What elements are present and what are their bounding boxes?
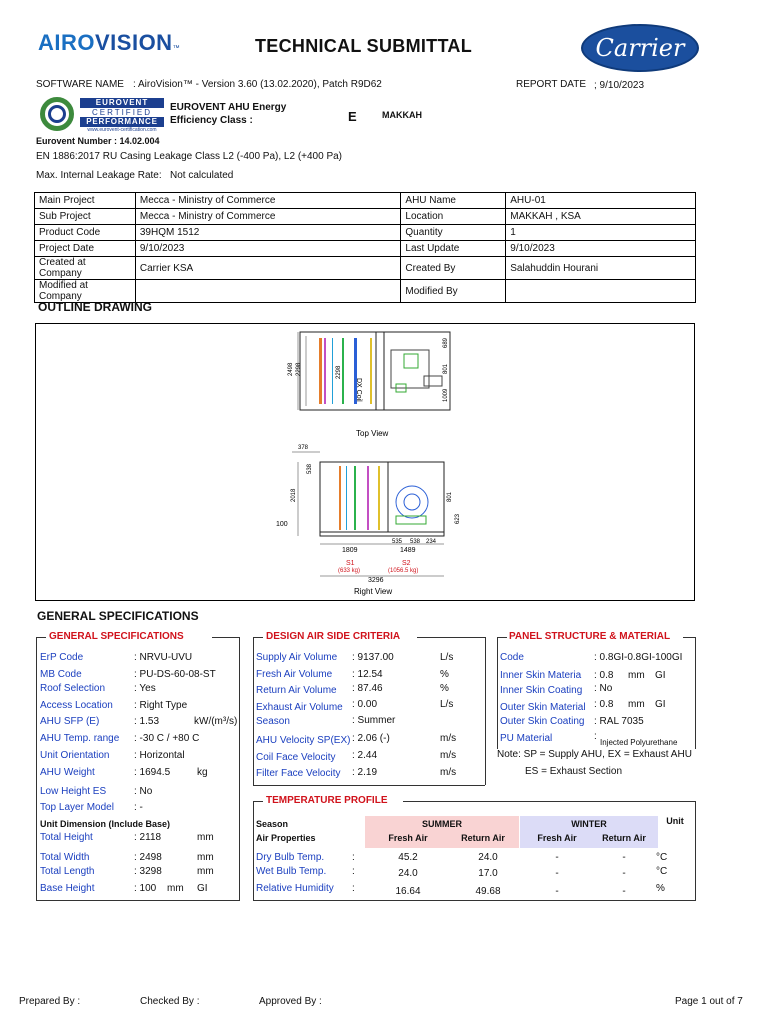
unit-header: Unit <box>666 816 684 826</box>
energy-class-label: EUROVENT AHU Energy <box>170 102 287 113</box>
support-s1: S1 <box>346 560 355 567</box>
table-cell: Product Code <box>35 225 136 241</box>
energy-class-value: E <box>348 109 357 124</box>
return-winter-value: - <box>622 868 626 879</box>
return-winter-value: - <box>622 886 626 897</box>
table-row <box>35 193 696 209</box>
table-cell: Mecca - Ministry of Commerce <box>135 209 401 225</box>
inner-coating-label: Inner Skin Coating <box>500 685 583 696</box>
summer-header: SUMMER <box>422 819 462 829</box>
dim-unit: mm <box>167 883 184 894</box>
dim-label: Total Width <box>40 852 90 863</box>
design-value: : 0.00 <box>352 699 378 710</box>
dx-coil-label: DX Coil <box>355 378 362 402</box>
return-summer-value: 24.0 <box>478 852 498 863</box>
design-unit: L/s <box>440 699 454 710</box>
table-row <box>35 241 696 257</box>
leakage-class: EN 1886:2017 RU Casing Leakage Class L2 (-400 Pa), L2 (+400 Pa) <box>36 151 343 162</box>
general-spec-title: GENERAL SPECIFICATIONS <box>37 609 199 623</box>
spec-unit: kg <box>197 767 208 778</box>
temp-unit: % <box>656 883 665 894</box>
return-summer-value: 49.68 <box>475 886 501 897</box>
return-air-winter-header: Return Air <box>602 833 646 843</box>
group-border <box>695 801 696 901</box>
dim-623: 623 <box>455 513 461 524</box>
support-s2: S2 <box>402 560 411 567</box>
carrier-logo: Carrier <box>581 24 699 72</box>
return-air-summer-header: Return Air <box>461 833 505 843</box>
table-row <box>35 225 696 241</box>
group-border <box>403 801 695 802</box>
table-cell: Created By <box>401 257 506 280</box>
group-border <box>253 900 696 901</box>
outline-drawing <box>36 324 694 600</box>
table-cell: Sub Project <box>35 209 136 225</box>
dim-label: Total Height <box>40 832 93 843</box>
dim-value: : 2118 <box>134 832 162 843</box>
dim-extra: GI <box>197 883 208 894</box>
spec-value: : - <box>134 802 143 813</box>
design-label: Exhaust Air Volume <box>256 702 343 713</box>
group-border <box>253 785 485 786</box>
table-cell: AHU-01 <box>506 193 696 209</box>
spec-value: : Horizontal <box>134 750 185 761</box>
spec-label: ErP Code <box>40 652 84 663</box>
spec-value: : Yes <box>134 683 156 694</box>
project-info-table <box>34 192 696 303</box>
outer-coating-value: : RAL 7035 <box>594 716 644 727</box>
filter-section <box>319 338 322 404</box>
table-row <box>35 257 696 280</box>
coil-section <box>346 466 347 530</box>
table-row <box>35 209 696 225</box>
spec-value: : 1694.5 <box>134 767 171 778</box>
table-cell: 39HQM 1512 <box>135 225 401 241</box>
coil-section-2 <box>342 338 344 404</box>
top-view-casing <box>300 332 450 410</box>
filter-section <box>339 466 341 530</box>
design-unit: L/s <box>440 652 454 663</box>
group-border <box>253 801 254 901</box>
panel-structure-title: PANEL STRUCTURE & MATERIAL <box>509 631 671 642</box>
spec-label: Unit Orientation <box>40 750 110 761</box>
dim-801: 801 <box>443 363 449 374</box>
right-view-label: Right View <box>354 587 393 596</box>
eurovent-badge-line4: www.eurovent-certification.com <box>87 127 157 133</box>
checked-by: Checked By : <box>140 996 200 1007</box>
table-cell <box>135 280 401 303</box>
support-s1-weight: (633 kg) <box>338 568 361 574</box>
page-title: TECHNICAL SUBMITTAL <box>255 36 473 56</box>
group-border <box>695 637 696 749</box>
fresh-summer-value: 16.64 <box>395 886 421 897</box>
group-border <box>212 637 239 638</box>
outer-skin-material: GI <box>655 699 666 710</box>
report-date-value: ; 9/10/2023 <box>594 80 645 91</box>
table-cell: Carrier KSA <box>135 257 401 280</box>
prepared-by: Prepared By : <box>19 996 81 1007</box>
dim-538: 538 <box>307 463 313 474</box>
table-cell: Modified at Company <box>35 280 136 303</box>
design-unit: % <box>440 683 449 694</box>
spec-value: : No <box>134 786 153 797</box>
software-name-label: SOFTWARE NAME <box>36 79 124 90</box>
return-winter-value: - <box>622 852 626 863</box>
spec-label: Low Height ES <box>40 786 107 797</box>
spec-value: : -30 C / +80 C <box>134 733 200 744</box>
table-cell: Mecca - Ministry of Commerce <box>135 193 401 209</box>
dim-1009: 1009 <box>443 388 449 402</box>
spec-value: : PU-DS-60-08-ST <box>134 669 216 680</box>
coil-section-3 <box>367 466 369 530</box>
dim-label: Base Height <box>40 883 95 894</box>
dim-label: Total Length <box>40 866 95 877</box>
group-border <box>36 900 240 901</box>
design-unit: m/s <box>440 750 457 761</box>
internal-leakage-label: Max. Internal Leakage Rate: <box>36 170 162 181</box>
outer-coating-label: Outer Skin Coating <box>500 716 585 727</box>
note-line-2: ES = Exhaust Section <box>525 766 623 777</box>
design-label: Return Air Volume <box>256 685 337 696</box>
panel-code-value: : 0.8GI-0.8GI-100GI <box>594 652 683 663</box>
eurovent-badge-line1: EUROVENT <box>80 98 164 108</box>
table-cell: Location <box>401 209 506 225</box>
group-border <box>253 637 263 638</box>
dim-535: 535 <box>392 539 403 545</box>
table-cell: Salahuddin Hourani <box>506 257 696 280</box>
spec-value: : 1.53 <box>134 716 160 727</box>
outer-skin-unit: mm <box>628 699 645 710</box>
design-value: : 12.54 <box>352 669 383 680</box>
inner-skin-unit: mm <box>628 670 645 681</box>
design-label: Coil Face Velocity <box>256 752 336 763</box>
coil-section-4 <box>370 338 372 404</box>
dim-value: : 100 <box>134 883 157 894</box>
dim-2018: 2018 <box>291 488 297 502</box>
dim-unit: mm <box>197 852 214 863</box>
design-label: Filter Face Velocity <box>256 768 341 779</box>
design-label: Fresh Air Volume <box>256 669 333 680</box>
return-summer-value: 17.0 <box>478 868 498 879</box>
inner-skin-value: : 0.8 <box>594 670 614 681</box>
note-line-1: Note: SP = Supply AHU, EX = Exhaust AHU <box>497 749 692 760</box>
temp-row-colon: : <box>352 852 355 863</box>
temp-row-colon: : <box>352 883 355 894</box>
dim-378: 378 <box>298 445 309 451</box>
internal-leakage-value: Not calculated <box>170 170 234 181</box>
temp-unit: °C <box>656 852 668 863</box>
temp-unit: °C <box>656 866 668 877</box>
software-name-value: : AiroVision™ - Version 3.60 (13.02.2020), Patch R9D62 <box>133 79 382 90</box>
energy-class-location: MAKKAH <box>382 110 422 120</box>
design-unit: m/s <box>440 767 457 778</box>
temp-row-label: Wet Bulb Temp. <box>256 866 327 877</box>
dim-801b: 801 <box>447 491 453 502</box>
approved-by: Approved By : <box>259 996 322 1007</box>
temp-row-label: Relative Humidity <box>256 883 334 894</box>
design-value: : Summer <box>352 715 396 726</box>
spec-unit: kW/(m³/s) <box>194 716 238 727</box>
coil-section-2 <box>354 466 356 530</box>
group-border <box>239 637 240 901</box>
fan-box <box>391 350 429 388</box>
table-cell: Main Project <box>35 193 136 209</box>
outline-drawing-title: OUTLINE DRAWING <box>38 300 152 314</box>
design-value: : 2.19 <box>352 767 378 778</box>
right-view-casing <box>320 462 444 532</box>
eurovent-number: Eurovent Number : 14.02.004 <box>36 136 160 146</box>
unit-dimension-title: Unit Dimension (Include Base) <box>40 819 171 829</box>
energy-class-label-2: Efficiency Class : <box>170 115 253 126</box>
fresh-winter-value: - <box>555 868 559 879</box>
inner-skin-label: Inner Skin Materia <box>500 670 582 681</box>
pu-material-colon: : <box>594 731 597 742</box>
design-value: : 2.06 (-) <box>352 733 390 744</box>
fan-base <box>396 516 426 524</box>
spec-label: Roof Selection <box>40 683 106 694</box>
fan-hub-icon <box>404 494 420 510</box>
group-border <box>36 637 37 901</box>
dim-value: : 2498 <box>134 852 162 863</box>
design-unit: % <box>440 669 449 680</box>
eurovent-badge-line2: CERTIFIED <box>91 108 153 117</box>
right-view <box>276 445 461 596</box>
dim-1809: 1809 <box>342 547 358 554</box>
design-value: : 2.44 <box>352 750 378 761</box>
inner-coating-value: : No <box>594 683 613 694</box>
page-number: Page 1 out of 7 <box>675 996 743 1007</box>
report-date-label: REPORT DATE <box>516 79 587 90</box>
spec-label: AHU Temp. range <box>40 733 120 744</box>
outline-drawing-frame <box>35 323 695 601</box>
temp-profile-title: TEMPERATURE PROFILE <box>266 795 388 806</box>
access-door <box>424 376 442 386</box>
spec-label: AHU Weight <box>40 767 95 778</box>
panel-code-label: Code <box>500 652 524 663</box>
dim-3296: 3296 <box>368 577 384 584</box>
dim-538b: 538 <box>410 539 421 545</box>
table-cell: 9/10/2023 <box>506 241 696 257</box>
outer-skin-label: Outer Skin Material <box>500 702 586 713</box>
filter-section-2 <box>324 338 326 404</box>
dim-unit: mm <box>197 832 214 843</box>
spec-label: AHU SFP (E) <box>40 716 100 727</box>
table-cell: 1 <box>506 225 696 241</box>
air-properties-label: Air Properties <box>256 833 316 843</box>
design-unit: m/s <box>440 733 457 744</box>
fan-wheel-icon <box>396 486 428 518</box>
top-view-label: Top View <box>356 429 389 438</box>
design-value: : 9137.00 <box>352 652 394 663</box>
fresh-summer-value: 45.2 <box>398 852 418 863</box>
table-cell: AHU Name <box>401 193 506 209</box>
temp-row-label: Dry Bulb Temp. <box>256 852 325 863</box>
motor <box>404 354 418 368</box>
fresh-air-winter-header: Fresh Air <box>537 833 577 843</box>
group-border <box>485 637 486 785</box>
design-label: Season <box>256 716 290 727</box>
fresh-air-summer-header: Fresh Air <box>388 833 428 843</box>
spec-value: : Right Type <box>134 700 188 711</box>
table-cell: Project Date <box>35 241 136 257</box>
design-criteria-title: DESIGN AIR SIDE CRITERIA <box>266 631 401 642</box>
base-frame <box>320 532 444 536</box>
dim-unit: mm <box>197 866 214 877</box>
pu-material-value: Injected Polyurethane <box>600 738 678 747</box>
eurovent-badge <box>80 98 164 134</box>
top-view <box>288 332 450 438</box>
spec-label: Access Location <box>40 700 113 711</box>
design-label: AHU Velocity SP(EX) <box>256 735 351 746</box>
group-border <box>36 637 46 638</box>
dim-2298b: 2298 <box>336 365 342 379</box>
dim-100: 100 <box>276 521 288 528</box>
eurovent-check-icon <box>48 105 66 123</box>
table-cell: 9/10/2023 <box>135 241 401 257</box>
fresh-winter-value: - <box>555 886 559 897</box>
design-value: : 87.46 <box>352 683 383 694</box>
dim-value: : 3298 <box>134 866 162 877</box>
fresh-winter-value: - <box>555 852 559 863</box>
inner-skin-material: GI <box>655 670 666 681</box>
table-cell: Last Update <box>401 241 506 257</box>
dim-234: 234 <box>426 539 437 545</box>
dim-1489: 1489 <box>400 547 416 554</box>
spec-label: MB Code <box>40 669 82 680</box>
group-border <box>417 637 485 638</box>
design-label: Supply Air Volume <box>256 652 338 663</box>
group-border <box>497 637 507 638</box>
fresh-summer-value: 24.0 <box>398 868 418 879</box>
spec-label: Top Layer Model <box>40 802 114 813</box>
dim-2298: 2298 <box>296 362 302 376</box>
airovision-logo: AIROVISION™ <box>38 30 181 55</box>
group-border <box>253 637 254 785</box>
temp-row-colon: : <box>352 866 355 877</box>
table-cell: Quantity <box>401 225 506 241</box>
spec-value: : NRVU-UVU <box>134 652 193 663</box>
table-cell: Created at Company <box>35 257 136 280</box>
general-spec-subtitle: GENERAL SPECIFICATIONS <box>49 631 184 642</box>
dim-2498: 2498 <box>288 362 294 376</box>
group-border <box>683 637 695 638</box>
dim-689: 689 <box>443 337 449 348</box>
pu-material-label: PU Material <box>500 733 553 744</box>
season-label: Season <box>256 819 289 829</box>
group-border <box>253 801 263 802</box>
group-border <box>497 637 498 749</box>
winter-header: WINTER <box>571 819 607 829</box>
eurovent-badge-line3: PERFORMANCE <box>80 117 164 127</box>
support-s2-weight: (1056.5 kg) <box>388 568 419 574</box>
coil-section <box>332 338 333 404</box>
coil-section-4 <box>378 466 380 530</box>
outer-skin-value: : 0.8 <box>594 699 614 710</box>
table-cell: Modified By <box>401 280 506 303</box>
table-cell <box>506 280 696 303</box>
table-cell: MAKKAH , KSA <box>506 209 696 225</box>
